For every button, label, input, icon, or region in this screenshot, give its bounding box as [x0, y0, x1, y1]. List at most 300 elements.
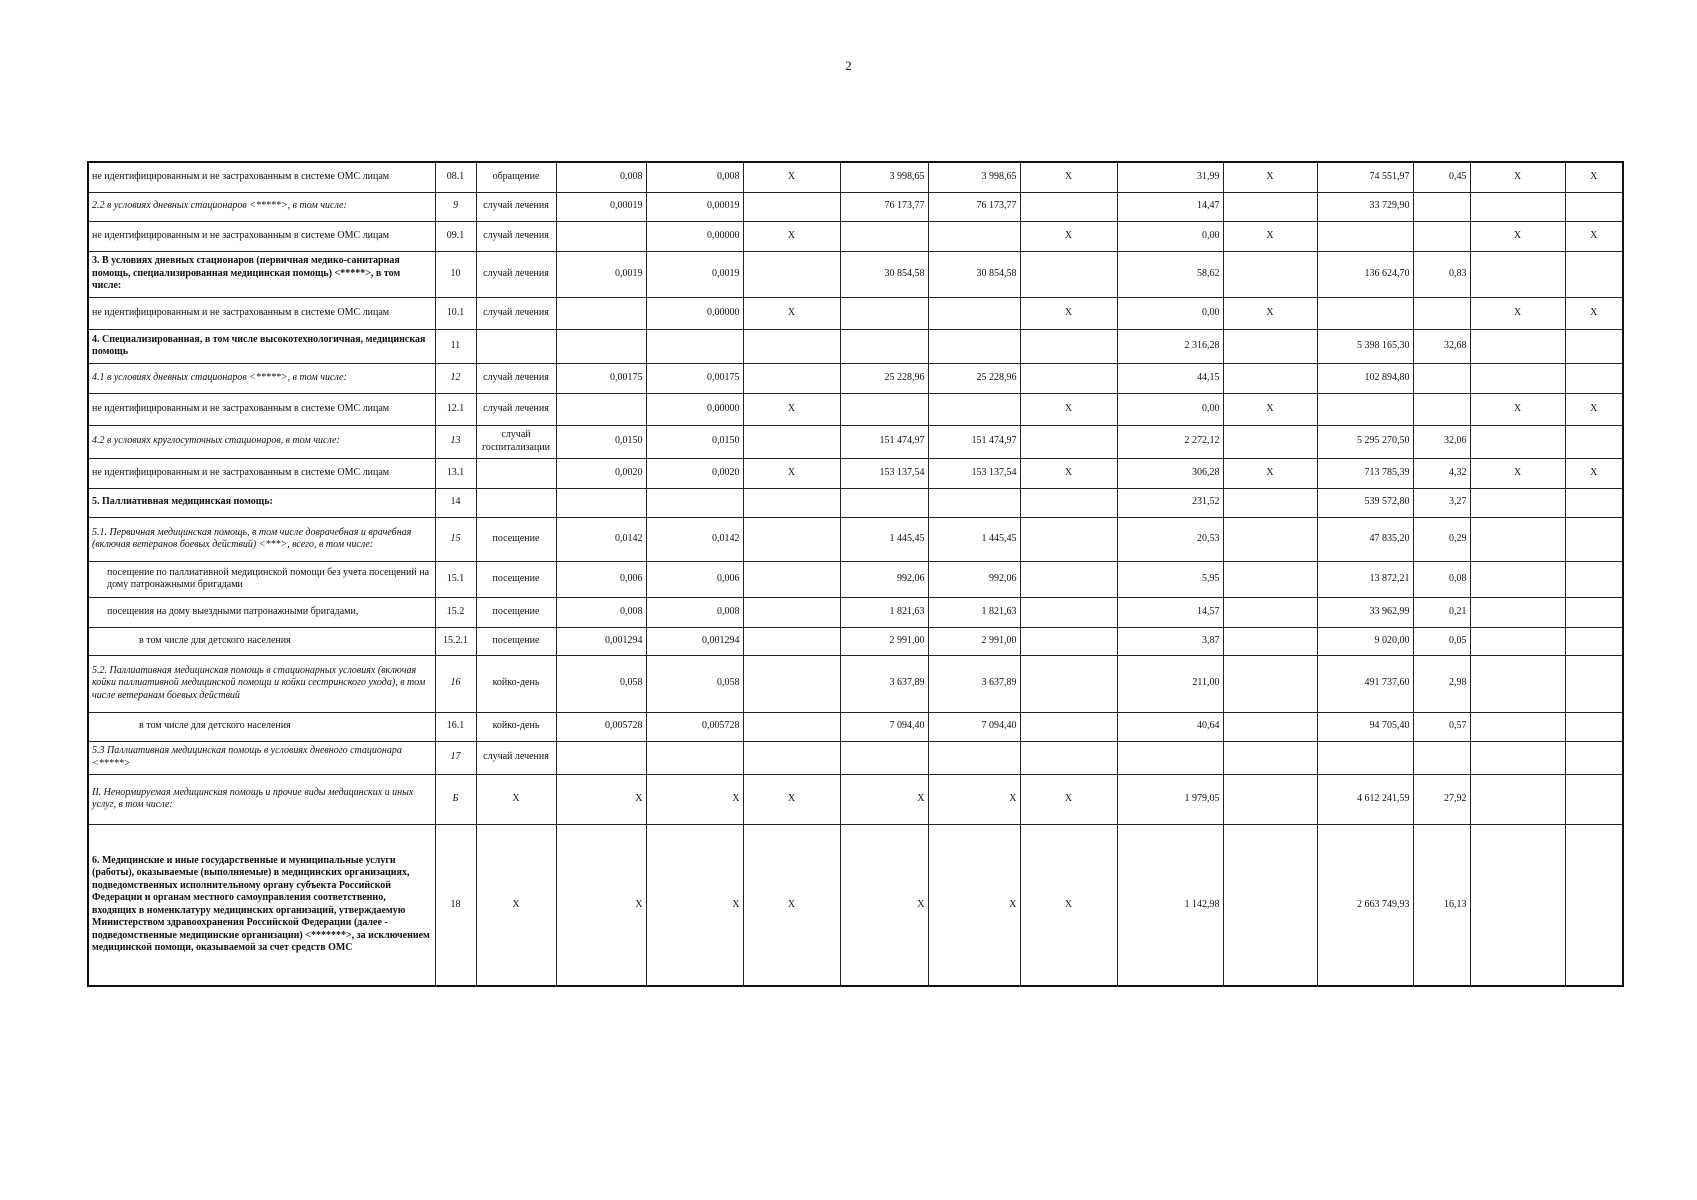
- oms-per-capita-cell: 14,47: [1117, 192, 1223, 221]
- row-name-cell: не идентифицированным и не застрахованным в системе ОМС лицам: [88, 221, 435, 251]
- oms-total-cell: 5 398 165,30: [1317, 329, 1413, 363]
- table-row: [88, 363, 1623, 393]
- row-name-cell: 6. Медицинские и иные государственные и муниципальные услуги (работы), оказываемые (выполняемые) в медицинских организациях, подведомственных исполнительному органу субъекта Российской Федерации и органам местного самоуправления соответственно, входящих в номенклатуру медицинских организаций, утверждаемую Министерством здравоохранения Российской Федерации (далее - подведомственные медицинские организации) <*******>, за исключением медицинской помощи, оказываемой за счет средств ОМС: [88, 824, 435, 986]
- budget-cost-cell: Х: [743, 458, 840, 488]
- standard-volume-cell: 0,0020: [556, 458, 646, 488]
- volume-cell: 0,00175: [646, 363, 743, 393]
- oms-cost-cell: 153 137,54: [928, 458, 1020, 488]
- percent-cell: [1413, 741, 1470, 774]
- extra-cell-b: [1565, 824, 1623, 986]
- budget-per-capita-cell: [1020, 655, 1117, 712]
- budget-total-cell: Х: [1223, 221, 1317, 251]
- standard-volume-cell: 0,001294: [556, 627, 646, 655]
- oms-cost-cell: 1 821,63: [928, 597, 1020, 627]
- table-row: [88, 425, 1623, 458]
- oms-per-capita-cell: 44,15: [1117, 363, 1223, 393]
- percent-cell: 0,05: [1413, 627, 1470, 655]
- data-table: [87, 161, 1624, 987]
- cost-cell: 7 094,40: [840, 712, 928, 741]
- unit-cell: случай лечения: [476, 297, 556, 329]
- extra-cell-b: Х: [1565, 162, 1623, 192]
- budget-cost-cell: Х: [743, 221, 840, 251]
- unit-cell: случай лечения: [476, 393, 556, 425]
- volume-cell: [646, 741, 743, 774]
- standard-volume-cell: 0,00175: [556, 363, 646, 393]
- budget-total-cell: Х: [1223, 162, 1317, 192]
- table-row: [88, 221, 1623, 251]
- row-code-cell: 15: [435, 517, 476, 561]
- oms-total-cell: [1317, 741, 1413, 774]
- extra-cell-b: [1565, 741, 1623, 774]
- row-code-cell: 14: [435, 488, 476, 517]
- oms-cost-cell: 3 998,65: [928, 162, 1020, 192]
- table-row: [88, 329, 1623, 363]
- unit-cell: Х: [476, 824, 556, 986]
- budget-total-cell: Х: [1223, 393, 1317, 425]
- percent-cell: 0,29: [1413, 517, 1470, 561]
- volume-cell: [646, 329, 743, 363]
- budget-total-cell: [1223, 425, 1317, 458]
- extra-cell-a: [1470, 561, 1565, 597]
- budget-total-cell: Х: [1223, 458, 1317, 488]
- unit-cell: посещение: [476, 517, 556, 561]
- cost-cell: 30 854,58: [840, 251, 928, 297]
- extra-cell-b: [1565, 192, 1623, 221]
- extra-cell-b: [1565, 488, 1623, 517]
- budget-cost-cell: [743, 488, 840, 517]
- budget-per-capita-cell: Х: [1020, 221, 1117, 251]
- budget-total-cell: [1223, 192, 1317, 221]
- extra-cell-b: Х: [1565, 458, 1623, 488]
- percent-cell: 4,32: [1413, 458, 1470, 488]
- extra-cell-b: [1565, 712, 1623, 741]
- row-name-cell: не идентифицированным и не застрахованным в системе ОМС лицам: [88, 297, 435, 329]
- standard-volume-cell: 0,0150: [556, 425, 646, 458]
- budget-total-cell: [1223, 597, 1317, 627]
- row-code-cell: 17: [435, 741, 476, 774]
- standard-volume-cell: Х: [556, 824, 646, 986]
- percent-cell: 0,08: [1413, 561, 1470, 597]
- budget-cost-cell: [743, 741, 840, 774]
- oms-per-capita-cell: 1 142,98: [1117, 824, 1223, 986]
- standard-volume-cell: 0,0142: [556, 517, 646, 561]
- unit-cell: случай лечения: [476, 221, 556, 251]
- row-code-cell: 09.1: [435, 221, 476, 251]
- row-code-cell: 9: [435, 192, 476, 221]
- budget-cost-cell: [743, 425, 840, 458]
- standard-volume-cell: 0,006: [556, 561, 646, 597]
- oms-total-cell: 491 737,60: [1317, 655, 1413, 712]
- oms-per-capita-cell: 40,64: [1117, 712, 1223, 741]
- standard-volume-cell: 0,008: [556, 162, 646, 192]
- row-code-cell: 10: [435, 251, 476, 297]
- row-code-cell: 15.2.1: [435, 627, 476, 655]
- table-row: [88, 517, 1623, 561]
- oms-cost-cell: [928, 741, 1020, 774]
- row-name-cell: 2.2 в условиях дневных стационаров <*****>, в том числе:: [88, 192, 435, 221]
- budget-total-cell: [1223, 329, 1317, 363]
- extra-cell-a: [1470, 488, 1565, 517]
- extra-cell-a: [1470, 774, 1565, 824]
- oms-per-capita-cell: [1117, 741, 1223, 774]
- budget-per-capita-cell: [1020, 425, 1117, 458]
- row-name-cell: 5. Паллиативная медицинская помощь:: [88, 488, 435, 517]
- row-code-cell: 16.1: [435, 712, 476, 741]
- budget-cost-cell: Х: [743, 162, 840, 192]
- table-row: [88, 488, 1623, 517]
- row-name-cell: 3. В условиях дневных стационаров (первичная медико-санитарная помощь, специализированная медицинская помощь) <*****>, в том числе:: [88, 251, 435, 297]
- standard-volume-cell: [556, 741, 646, 774]
- budget-per-capita-cell: [1020, 488, 1117, 517]
- cost-cell: 153 137,54: [840, 458, 928, 488]
- table-row: [88, 824, 1623, 986]
- unit-cell: [476, 458, 556, 488]
- extra-cell-a: [1470, 329, 1565, 363]
- budget-per-capita-cell: [1020, 597, 1117, 627]
- table-row: [88, 627, 1623, 655]
- cost-cell: [840, 329, 928, 363]
- oms-cost-cell: Х: [928, 824, 1020, 986]
- budget-per-capita-cell: [1020, 251, 1117, 297]
- percent-cell: [1413, 192, 1470, 221]
- table-row: [88, 655, 1623, 712]
- percent-cell: [1413, 221, 1470, 251]
- volume-cell: [646, 488, 743, 517]
- oms-total-cell: [1317, 297, 1413, 329]
- percent-cell: 0,57: [1413, 712, 1470, 741]
- budget-cost-cell: [743, 561, 840, 597]
- oms-total-cell: 9 020,00: [1317, 627, 1413, 655]
- extra-cell-b: [1565, 774, 1623, 824]
- oms-cost-cell: [928, 297, 1020, 329]
- percent-cell: [1413, 363, 1470, 393]
- budget-per-capita-cell: Х: [1020, 393, 1117, 425]
- table-row: [88, 393, 1623, 425]
- budget-per-capita-cell: [1020, 192, 1117, 221]
- cost-cell: 76 173,77: [840, 192, 928, 221]
- budget-cost-cell: [743, 655, 840, 712]
- row-name-cell: II. Ненормируемая медицинская помощь и прочие виды медицинских и иных услуг, в том числе:: [88, 774, 435, 824]
- row-name-cell: не идентифицированным и не застрахованным в системе ОМС лицам: [88, 162, 435, 192]
- budget-per-capita-cell: [1020, 712, 1117, 741]
- oms-total-cell: 33 962,99: [1317, 597, 1413, 627]
- extra-cell-b: [1565, 363, 1623, 393]
- budget-cost-cell: [743, 329, 840, 363]
- oms-total-cell: [1317, 221, 1413, 251]
- row-code-cell: 16: [435, 655, 476, 712]
- oms-per-capita-cell: 1 979,05: [1117, 774, 1223, 824]
- extra-cell-b: Х: [1565, 297, 1623, 329]
- oms-total-cell: 102 894,80: [1317, 363, 1413, 393]
- table-row: [88, 712, 1623, 741]
- budget-per-capita-cell: [1020, 517, 1117, 561]
- oms-per-capita-cell: 0,00: [1117, 221, 1223, 251]
- oms-cost-cell: 76 173,77: [928, 192, 1020, 221]
- oms-per-capita-cell: 231,52: [1117, 488, 1223, 517]
- volume-cell: 0,0020: [646, 458, 743, 488]
- standard-volume-cell: 0,058: [556, 655, 646, 712]
- budget-total-cell: Х: [1223, 297, 1317, 329]
- oms-total-cell: 74 551,97: [1317, 162, 1413, 192]
- budget-cost-cell: [743, 627, 840, 655]
- oms-total-cell: 4 612 241,59: [1317, 774, 1413, 824]
- budget-per-capita-cell: [1020, 363, 1117, 393]
- extra-cell-a: [1470, 597, 1565, 627]
- unit-cell: койко-день: [476, 655, 556, 712]
- cost-cell: 992,06: [840, 561, 928, 597]
- budget-per-capita-cell: [1020, 627, 1117, 655]
- row-code-cell: 15.2: [435, 597, 476, 627]
- unit-cell: случай лечения: [476, 363, 556, 393]
- row-name-cell: 4. Специализированная, в том числе высокотехнологичная, медицинская помощь: [88, 329, 435, 363]
- oms-cost-cell: [928, 488, 1020, 517]
- oms-total-cell: 713 785,39: [1317, 458, 1413, 488]
- budget-cost-cell: [743, 251, 840, 297]
- extra-cell-a: [1470, 655, 1565, 712]
- row-code-cell: 13: [435, 425, 476, 458]
- unit-cell: койко-день: [476, 712, 556, 741]
- row-code-cell: 13.1: [435, 458, 476, 488]
- oms-per-capita-cell: 58,62: [1117, 251, 1223, 297]
- percent-cell: 32,06: [1413, 425, 1470, 458]
- unit-cell: посещение: [476, 561, 556, 597]
- oms-cost-cell: 151 474,97: [928, 425, 1020, 458]
- oms-total-cell: 94 705,40: [1317, 712, 1413, 741]
- oms-cost-cell: 7 094,40: [928, 712, 1020, 741]
- cost-cell: 2 991,00: [840, 627, 928, 655]
- cost-cell: [840, 221, 928, 251]
- row-name-cell: не идентифицированным и не застрахованным в системе ОМС лицам: [88, 393, 435, 425]
- table-row: [88, 561, 1623, 597]
- volume-cell: 0,005728: [646, 712, 743, 741]
- budget-per-capita-cell: [1020, 561, 1117, 597]
- budget-per-capita-cell: Х: [1020, 774, 1117, 824]
- volume-cell: 0,006: [646, 561, 743, 597]
- volume-cell: Х: [646, 824, 743, 986]
- percent-cell: 0,45: [1413, 162, 1470, 192]
- oms-total-cell: 136 624,70: [1317, 251, 1413, 297]
- extra-cell-b: Х: [1565, 393, 1623, 425]
- budget-total-cell: [1223, 363, 1317, 393]
- extra-cell-a: [1470, 363, 1565, 393]
- extra-cell-a: Х: [1470, 393, 1565, 425]
- row-name-cell: в том числе для детского населения: [88, 627, 435, 655]
- volume-cell: 0,00019: [646, 192, 743, 221]
- extra-cell-a: Х: [1470, 297, 1565, 329]
- unit-cell: случай лечения: [476, 192, 556, 221]
- unit-cell: обращение: [476, 162, 556, 192]
- row-code-cell: Б: [435, 774, 476, 824]
- budget-per-capita-cell: Х: [1020, 458, 1117, 488]
- volume-cell: 0,0150: [646, 425, 743, 458]
- extra-cell-a: [1470, 712, 1565, 741]
- row-name-cell: в том числе для детского населения: [88, 712, 435, 741]
- percent-cell: [1413, 297, 1470, 329]
- oms-cost-cell: 3 637,89: [928, 655, 1020, 712]
- table-row: [88, 774, 1623, 824]
- extra-cell-a: [1470, 824, 1565, 986]
- oms-cost-cell: Х: [928, 774, 1020, 824]
- row-name-cell: посещения на дому выездными патронажными бригадами,: [88, 597, 435, 627]
- cost-cell: 1 821,63: [840, 597, 928, 627]
- unit-cell: [476, 488, 556, 517]
- oms-per-capita-cell: 20,53: [1117, 517, 1223, 561]
- standard-volume-cell: 0,00019: [556, 192, 646, 221]
- budget-total-cell: [1223, 627, 1317, 655]
- percent-cell: 16,13: [1413, 824, 1470, 986]
- volume-cell: 0,00000: [646, 393, 743, 425]
- extra-cell-b: [1565, 251, 1623, 297]
- standard-volume-cell: [556, 221, 646, 251]
- budget-total-cell: [1223, 251, 1317, 297]
- oms-per-capita-cell: 211,00: [1117, 655, 1223, 712]
- cost-cell: Х: [840, 774, 928, 824]
- standard-volume-cell: [556, 393, 646, 425]
- standard-volume-cell: [556, 329, 646, 363]
- extra-cell-a: [1470, 251, 1565, 297]
- oms-per-capita-cell: 2 272,12: [1117, 425, 1223, 458]
- oms-per-capita-cell: 31,99: [1117, 162, 1223, 192]
- standard-volume-cell: 0,008: [556, 597, 646, 627]
- oms-per-capita-cell: 3,87: [1117, 627, 1223, 655]
- oms-cost-cell: 25 228,96: [928, 363, 1020, 393]
- oms-cost-cell: 992,06: [928, 561, 1020, 597]
- extra-cell-a: [1470, 627, 1565, 655]
- oms-cost-cell: [928, 393, 1020, 425]
- oms-cost-cell: 1 445,45: [928, 517, 1020, 561]
- unit-cell: Х: [476, 774, 556, 824]
- unit-cell: случай госпитализации: [476, 425, 556, 458]
- row-code-cell: 12: [435, 363, 476, 393]
- budget-per-capita-cell: [1020, 329, 1117, 363]
- extra-cell-b: [1565, 627, 1623, 655]
- budget-per-capita-cell: Х: [1020, 162, 1117, 192]
- extra-cell-b: [1565, 517, 1623, 561]
- cost-cell: [840, 393, 928, 425]
- unit-cell: случай лечения: [476, 741, 556, 774]
- budget-total-cell: [1223, 712, 1317, 741]
- extra-cell-b: [1565, 561, 1623, 597]
- row-code-cell: 11: [435, 329, 476, 363]
- cost-cell: 3 637,89: [840, 655, 928, 712]
- percent-cell: 27,92: [1413, 774, 1470, 824]
- unit-cell: [476, 329, 556, 363]
- extra-cell-b: [1565, 329, 1623, 363]
- budget-total-cell: [1223, 824, 1317, 986]
- budget-cost-cell: [743, 192, 840, 221]
- cost-cell: 3 998,65: [840, 162, 928, 192]
- percent-cell: 0,21: [1413, 597, 1470, 627]
- oms-total-cell: [1317, 393, 1413, 425]
- extra-cell-b: Х: [1565, 221, 1623, 251]
- oms-total-cell: 2 663 749,93: [1317, 824, 1413, 986]
- extra-cell-a: [1470, 192, 1565, 221]
- row-name-cell: не идентифицированным и не застрахованным в системе ОМС лицам: [88, 458, 435, 488]
- standard-volume-cell: [556, 488, 646, 517]
- budget-total-cell: [1223, 655, 1317, 712]
- extra-cell-b: [1565, 425, 1623, 458]
- row-code-cell: 15.1: [435, 561, 476, 597]
- extra-cell-b: [1565, 597, 1623, 627]
- standard-volume-cell: 0,0019: [556, 251, 646, 297]
- cost-cell: [840, 297, 928, 329]
- volume-cell: 0,008: [646, 162, 743, 192]
- percent-cell: 2,98: [1413, 655, 1470, 712]
- oms-per-capita-cell: 5,95: [1117, 561, 1223, 597]
- table-row: [88, 162, 1623, 192]
- table-row: [88, 741, 1623, 774]
- oms-total-cell: 13 872,21: [1317, 561, 1413, 597]
- oms-total-cell: 5 295 270,50: [1317, 425, 1413, 458]
- volume-cell: 0,001294: [646, 627, 743, 655]
- volume-cell: 0,008: [646, 597, 743, 627]
- unit-cell: посещение: [476, 627, 556, 655]
- budget-per-capita-cell: Х: [1020, 297, 1117, 329]
- row-code-cell: 18: [435, 824, 476, 986]
- budget-total-cell: [1223, 561, 1317, 597]
- row-name-cell: 5.2. Паллиативная медицинская помощь в стационарных условиях (включая койки паллиативной медицинской помощи и койки сестринского ухода), в том числе ветеранам боевых действий: [88, 655, 435, 712]
- budget-total-cell: [1223, 741, 1317, 774]
- budget-cost-cell: Х: [743, 824, 840, 986]
- oms-per-capita-cell: 14,57: [1117, 597, 1223, 627]
- extra-cell-a: [1470, 517, 1565, 561]
- volume-cell: 0,00000: [646, 221, 743, 251]
- standard-volume-cell: [556, 297, 646, 329]
- oms-total-cell: 33 729,90: [1317, 192, 1413, 221]
- standard-volume-cell: 0,005728: [556, 712, 646, 741]
- volume-cell: 0,00000: [646, 297, 743, 329]
- oms-per-capita-cell: 0,00: [1117, 393, 1223, 425]
- oms-total-cell: 47 835,20: [1317, 517, 1413, 561]
- budget-cost-cell: [743, 597, 840, 627]
- volume-cell: Х: [646, 774, 743, 824]
- table-row: [88, 597, 1623, 627]
- budget-total-cell: [1223, 774, 1317, 824]
- row-code-cell: 10.1: [435, 297, 476, 329]
- budget-total-cell: [1223, 488, 1317, 517]
- extra-cell-a: [1470, 741, 1565, 774]
- row-name-cell: посещение по паллиативной медицинской помощи без учета посещений на дому патронажными бригадами: [88, 561, 435, 597]
- volume-cell: 0,0142: [646, 517, 743, 561]
- percent-cell: [1413, 393, 1470, 425]
- budget-cost-cell: Х: [743, 297, 840, 329]
- budget-cost-cell: Х: [743, 774, 840, 824]
- table-row: [88, 458, 1623, 488]
- oms-cost-cell: [928, 221, 1020, 251]
- budget-cost-cell: [743, 517, 840, 561]
- standard-volume-cell: Х: [556, 774, 646, 824]
- cost-cell: 25 228,96: [840, 363, 928, 393]
- extra-cell-b: [1565, 655, 1623, 712]
- table-row: [88, 297, 1623, 329]
- budget-cost-cell: Х: [743, 393, 840, 425]
- cost-cell: 1 445,45: [840, 517, 928, 561]
- table-row: [88, 192, 1623, 221]
- oms-per-capita-cell: 0,00: [1117, 297, 1223, 329]
- extra-cell-a: Х: [1470, 458, 1565, 488]
- volume-cell: 0,0019: [646, 251, 743, 297]
- row-code-cell: 08.1: [435, 162, 476, 192]
- budget-per-capita-cell: [1020, 741, 1117, 774]
- cost-cell: [840, 488, 928, 517]
- budget-cost-cell: [743, 363, 840, 393]
- table-row: [88, 251, 1623, 297]
- budget-total-cell: [1223, 517, 1317, 561]
- unit-cell: посещение: [476, 597, 556, 627]
- extra-cell-a: Х: [1470, 162, 1565, 192]
- volume-cell: 0,058: [646, 655, 743, 712]
- oms-cost-cell: [928, 329, 1020, 363]
